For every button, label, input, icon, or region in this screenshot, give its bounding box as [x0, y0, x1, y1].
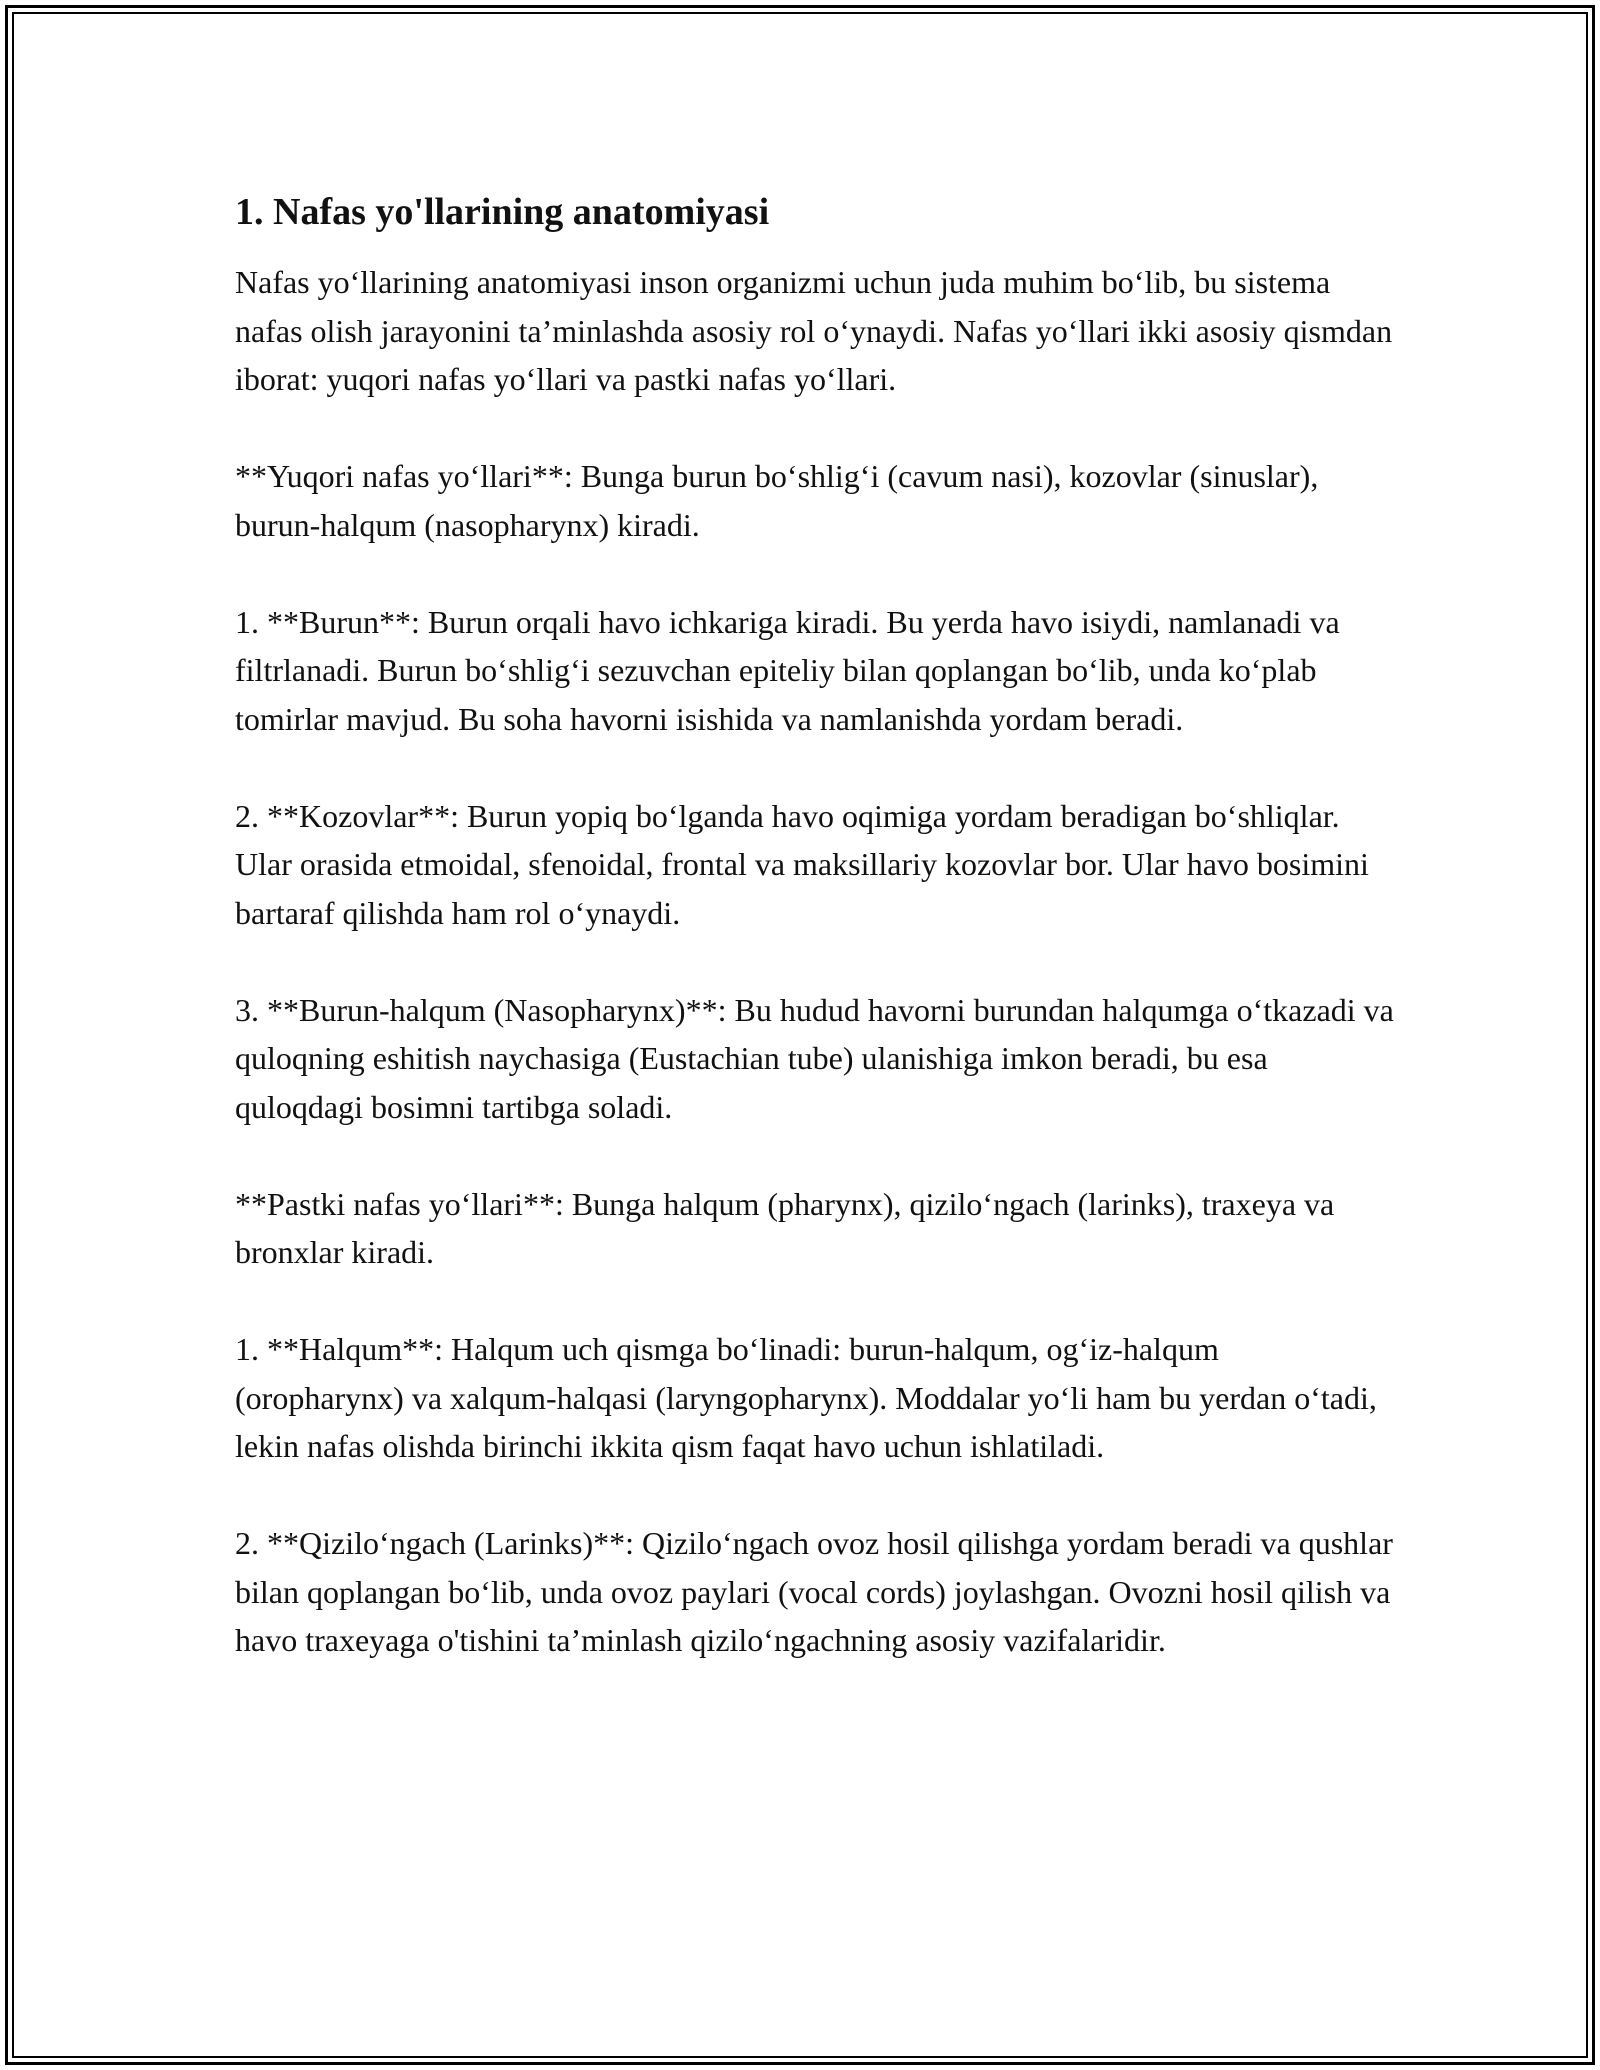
pharynx-paragraph: 1. **Halqum**: Halqum uch qismga bo‘linadi: burun-halqum, og‘iz-halqum (oropharynx) va xalqum-halqasi (laryngopharynx). Moddalar yo‘li ham bu yerdan o‘tadi, lekin nafas olishda birinchi ikkita qism faqat havo uchun ishlatiladi.: [235, 1331, 1377, 1464]
sinuses-paragraph: 2. **Kozovlar**: Burun yopiq bo‘lganda havo oqimiga yordam beradigan bo‘shliqlar. Ular orasida etmoidal, sfenoidal, frontal va maksillariy kozovlar bor. Ular havo bosimini bartaraf qilishda ham rol o‘ynaydi.: [235, 797, 1369, 931]
nose-paragraph: 1. **Burun**: Burun orqali havo ichkariga kiradi. Bu yerda havo isiydi, namlanadi va filtrlanadi. Burun bo‘shlig‘i sezuvchan epiteliy bilan qoplangan bo‘lib, unda ko‘plab tomirlar mavjud. Bu soha havorni isishida va namlanishda yordam beradi.: [235, 603, 1340, 737]
larynx-paragraph: 2. **Qizilo‘ngach (Larinks)**: Qizilo‘ngach ovoz hosil qilishga yordam beradi va qushlar bilan qoplangan bo‘lib, unda ovoz paylari (vocal cords) joylashgan. Ovozni hosil qilish va havo traxeyaga o'tishini ta’minlash qizilo‘ngachning asosiy vazifalaridir.: [235, 1525, 1393, 1658]
document-title: 1. Nafas yo'llarining anatomiyasi: [235, 191, 770, 233]
intro-paragraph: Nafas yo‘llarining anatomiyasi inson organizmi uchun juda muhim bo‘lib, bu sistema nafas olish jarayonini ta’minlashda asosiy rol o‘ynaydi. Nafas yo‘llari ikki asosiy qismdan iborat: yuqori nafas yo‘llari va pastki nafas yo‘llari.: [235, 264, 1393, 397]
upper-airways-paragraph: **Yuqori nafas yo‘llari**: Bunga burun bo‘shlig‘i (cavum nasi), kozovlar (sinuslar), burun-halqum (nasopharynx) kiradi.: [235, 458, 1319, 543]
lower-airways-paragraph: **Pastki nafas yo‘llari**: Bunga halqum (pharynx), qizilo‘ngach (larinks), traxeya va bronxlar kiradi.: [235, 1185, 1335, 1270]
document-body: [235, 186, 1395, 1713]
nasopharynx-paragraph: 3. **Burun-halqum (Nasopharynx)**: Bu hudud havorni burundan halqumga o‘tkazadi va quloqning eshitish naychasiga (Eustachian tube) ulanishiga imkon beradi, bu esa quloqdagi bosimni tartibga soladi.: [235, 991, 1394, 1125]
